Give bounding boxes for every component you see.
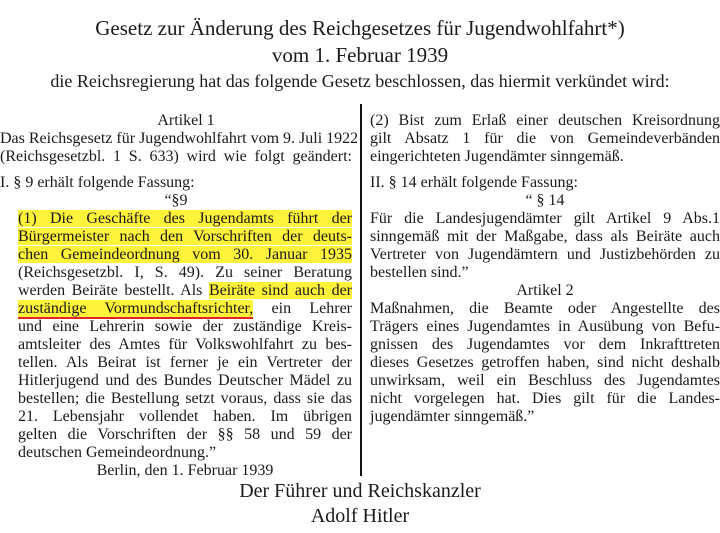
body-line: amtsleiter des Amtes für Volkswohlfahrt zu bes- [18,336,352,353]
body-line: gilt Absatz 1 für die von Gemeindeverbänden [370,130,720,147]
section-14-title: “ § 14 [525,192,565,209]
body-line: unwirksam, weil ein Beschluss des Jugendamtes [370,372,720,389]
body-line: tellen. Als Beirat ist ferner je ein Vertreter der [18,354,352,371]
highlighted-text: Beiräte sind auch der [208,282,353,299]
body-line: gnissen des Jugendamtes vor dem Inkrafttreten [370,336,720,353]
body-line-last: eingerichteten Jugendämter sinngemäß. [370,148,624,165]
article-2-heading: Artikel 2 [516,282,574,299]
body-line: (Reichsgesetzbl. I, S. 49). Zu seiner Beratung [18,264,352,281]
highlighted-text: (1) Die Geschäfte des Jugendamts führt der [18,210,352,227]
section-9-subheading: I. § 9 erhält folgende Fassung: [0,174,195,191]
intro-line: (Reichsgesetzbl. 1 S. 633) wird wie folgt geändert: [0,148,352,165]
body-line: und eine Lehrerin sowie der zuständige Kreis- [18,318,352,335]
body-line: Trägers eines Jugendamtes in Ausübung von Befu- [370,318,720,335]
document-title: Gesetz zur Änderung des Reichgesetzes für Jugendwohlfahrt*) [95,16,625,40]
right-column [370,112,720,426]
body-line: 21. Lebensjahr vollendet haben. Im übrigen [18,408,352,425]
preamble: die Reichsregierung hat das folgende Gesetz beschlossen, das hiermit verkündet wird: [50,71,670,91]
signoff: Berlin, den 1. Februar 1939 [96,462,274,479]
underlined-highlighted-text: zuständige Vormundschaftsrichter, [18,300,254,317]
signatory-name: Adolf Hitler [310,505,410,527]
highlighted-text: Bürgermeister nach den Vorschriften der deuts- [18,228,352,245]
body-line: nicht vorgelegen hat. Dies gilt für die Landes- [370,390,720,407]
document-date: vom 1. Februar 1939 [271,43,449,67]
article-1-heading: Artikel 1 [157,112,215,129]
column-divider [360,104,362,476]
body-line-last: jugendämter sinngemäß.” [370,408,535,425]
body-line: Hitlerjugend und des Bundes Deutscher Mädel zu [18,372,352,389]
body-line: Vertreter von Jugendämtern und Justizbehörden zu [370,246,720,263]
body-line: Maßnahmen, die Beamte oder Angestellte des [370,300,720,317]
body-line: gelten die Vorschriften der §§ 58 und 59 der [18,426,352,443]
signatory-title: Der Führer und Reichskanzler [239,480,481,502]
body-line: Für die Landesjugendämter gilt Artikel 9 Abs.1 [370,210,720,227]
body-line-last: deutschen Gemeindeordnung.” [18,444,217,461]
body-line-last: bestellen sind.” [370,264,469,281]
body-line: dieses Gesetzes getroffen haben, sind nicht deshalb [370,354,720,371]
body-line: bestellen; die Bestellung setzt voraus, dass sie das [18,390,352,407]
section-14-subheading: II. § 14 erhält folgende Fassung: [370,174,578,191]
section-9-body [0,210,352,480]
body-line: sinngemäß mit der Maßgabe, dass als Beiräte auch [370,228,720,245]
intro-line: Das Reichsgesetz für Jugendwohlfahrt vom 9. Juli 1922 [0,130,359,147]
body-line: (2) Bist zum Erlaß einer deutschen Kreisordnung [370,112,720,129]
body-text: ein Lehrer [253,300,352,317]
highlighted-text: chen Gemeindeordnung vom 30. Januar 1935 [18,246,352,263]
body-text: werden Beiräte bestellt. Als [18,282,209,299]
left-column [0,112,359,480]
section-9-title: “§9 [164,192,188,209]
